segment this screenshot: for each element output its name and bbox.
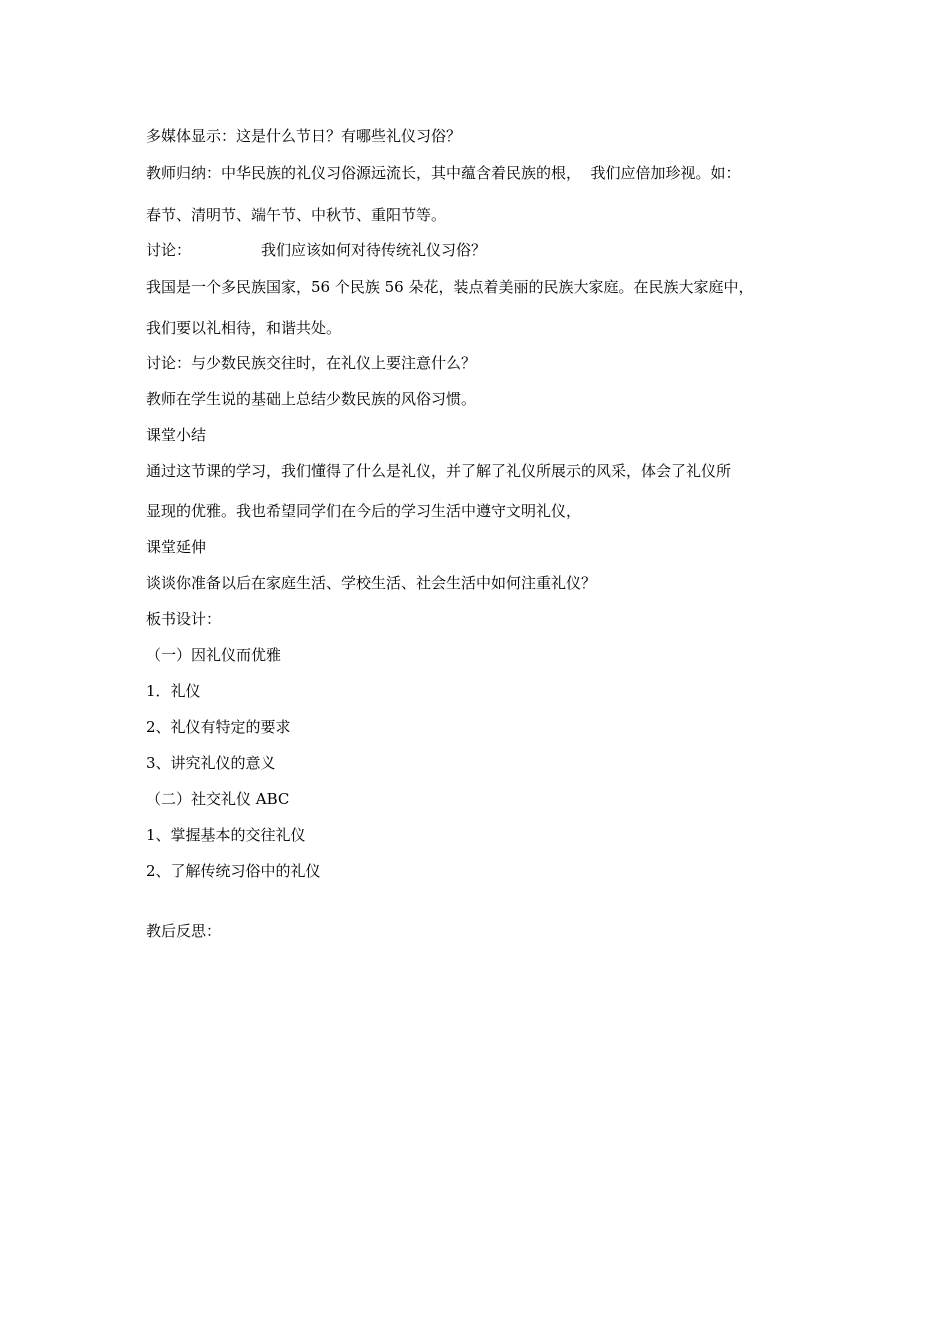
section-heading: 教后反思：: [146, 922, 222, 940]
section-heading: 课堂延伸: [146, 538, 207, 556]
outline-item: （二）社交礼仪 ABC: [146, 790, 290, 808]
text-line: 我国是一个多民族国家，56 个民族 56 朵花，装点着美丽的民族大家庭。在民族大家庭中，: [146, 278, 754, 296]
outline-item: 2、了解传统习俗中的礼仪: [146, 862, 321, 880]
outline-item: 3、讲究礼仪的意义: [146, 754, 276, 772]
text-line: 教师在学生说的基础上总结少数民族的风俗习惯。: [146, 390, 477, 408]
text-line: 谈谈你准备以后在家庭生活、学校生活、社会生活中如何注重礼仪？: [146, 574, 597, 592]
discussion-label: 讨论：: [146, 241, 192, 259]
section-heading: 板书设计：: [146, 610, 222, 628]
text-line: 显现的优雅。我也希望同学们在今后的学习生活中遵守文明礼仪，: [146, 502, 582, 520]
section-heading: 课堂小结: [146, 426, 207, 444]
text-line: 讨论：与少数民族交往时，在礼仪上要注意什么？: [146, 354, 477, 372]
outline-item: 1．礼仪: [146, 682, 201, 700]
text-line: 我们要以礼相待，和谐共处。: [146, 319, 342, 337]
outline-item: （一）因礼仪而优雅: [146, 646, 282, 664]
text-line: 通过这节课的学习，我们懂得了什么是礼仪，并了解了礼仪所展示的风采，体会了礼仪所: [146, 462, 732, 480]
outline-item: 2、礼仪有特定的要求: [146, 718, 291, 736]
discussion-line: [146, 240, 486, 260]
text-line: 春节、清明节、端午节、中秋节、重阳节等。: [146, 206, 447, 224]
text-line: 教师归纳：中华民族的礼仪习俗源远流长，其中蕴含着民族的根， 我们应倍加珍视。如：: [146, 164, 741, 182]
text-line: 多媒体显示：这是什么节日？有哪些礼仪习俗？: [146, 127, 462, 145]
outline-item: 1、掌握基本的交往礼仪: [146, 826, 306, 844]
discussion-question: 我们应该如何对待传统礼仪习俗？: [261, 241, 487, 259]
